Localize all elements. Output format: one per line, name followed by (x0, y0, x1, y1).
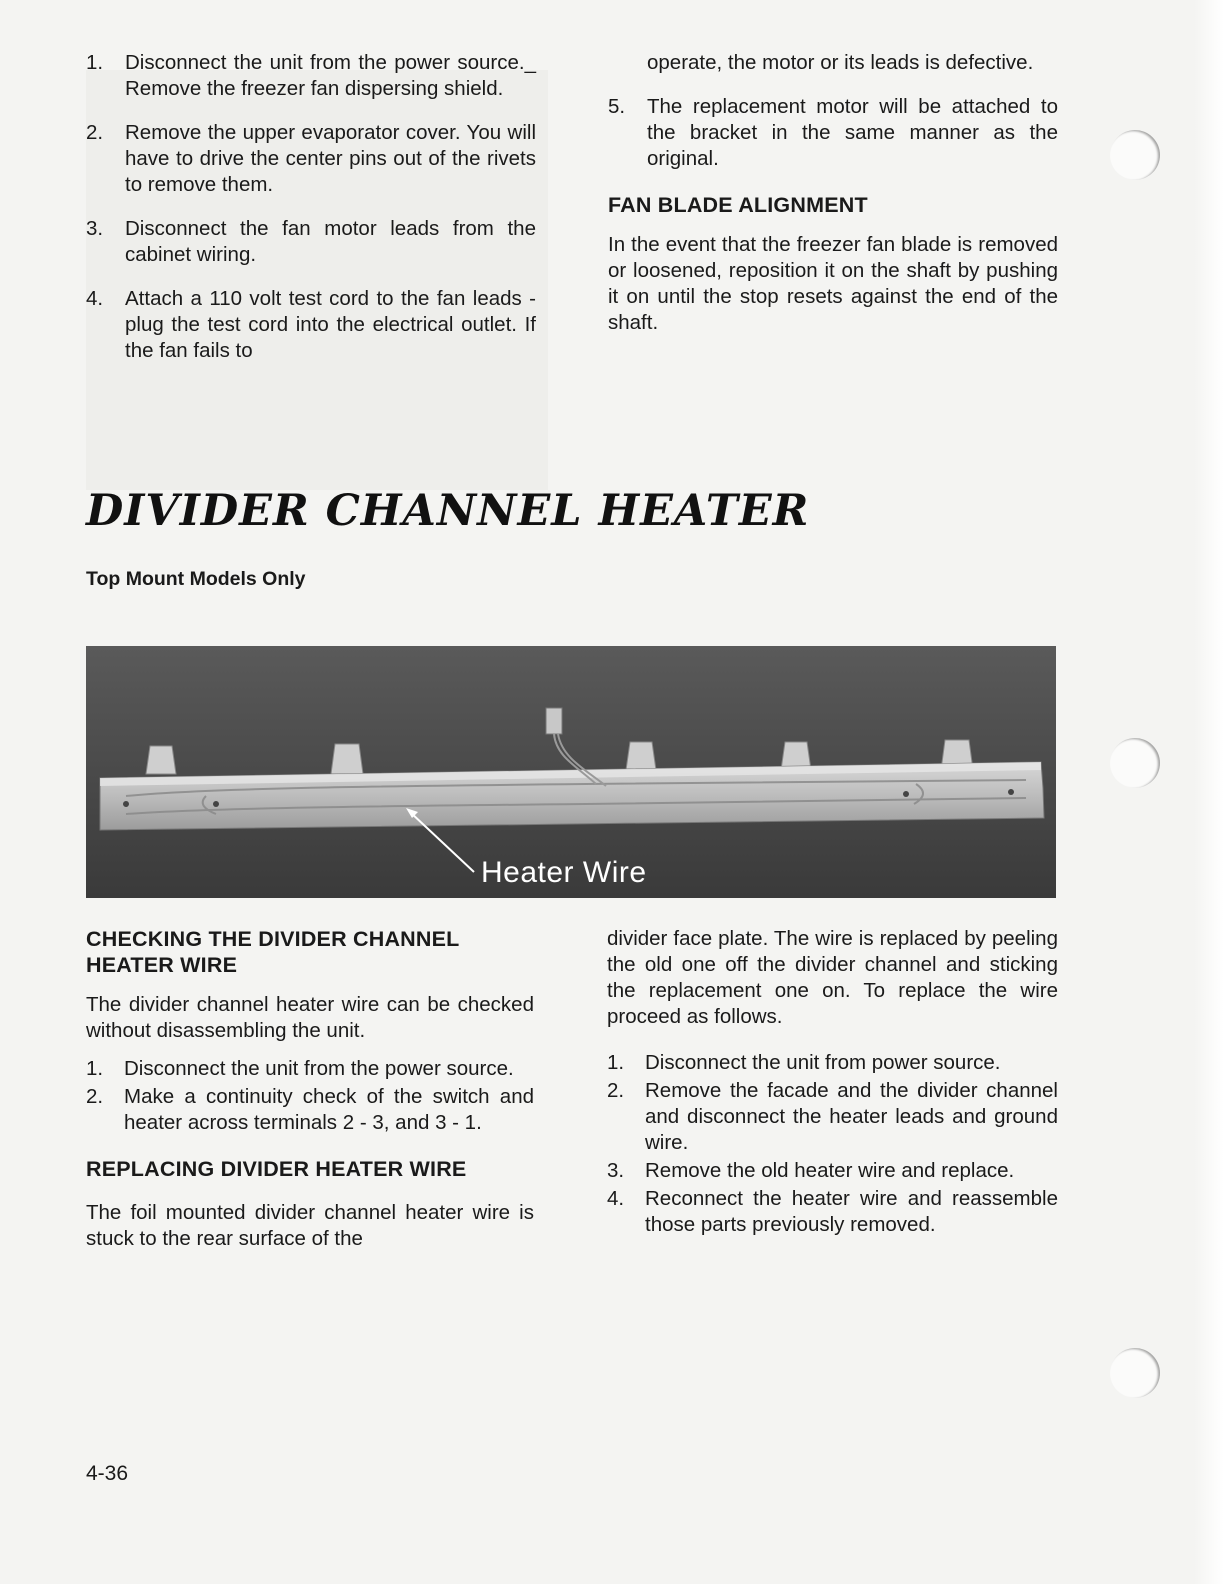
step-number: 3. (86, 217, 104, 240)
binder-hole-top (1110, 130, 1160, 180)
replacing-text: The foil mounted divider channel heater wire is stuck to the rear surface of the (86, 1201, 534, 1250)
step-text: Disconnect the unit from power source. (645, 1051, 1001, 1074)
step-text: Disconnect the unit from the power source. (124, 1057, 514, 1080)
top-left-column (86, 50, 536, 382)
page-number: 4-36 (86, 1462, 129, 1485)
page-right-edge (1194, 0, 1224, 1584)
bottom-left-column (86, 926, 534, 1264)
list-item (86, 1084, 534, 1136)
step-number: 3. (607, 1159, 625, 1182)
fan-motor-steps-continued (608, 94, 1058, 172)
step-text: Disconnect the fan motor leads from the cabinet wiring. (125, 217, 536, 266)
checking-steps (86, 1056, 534, 1136)
step-number: 1. (86, 51, 104, 74)
list-item (86, 286, 536, 364)
list-item (86, 50, 536, 102)
checking-text: The divider channel heater wire can be checked without disassembling the unit. (86, 993, 534, 1042)
binder-hole-middle (1110, 738, 1160, 788)
step-number: 4. (607, 1187, 625, 1210)
wire-connector (546, 708, 562, 734)
step-text: The replacement motor will be attached to the bracket in the same manner as the original. (647, 95, 1058, 170)
list-item (607, 1050, 1058, 1076)
step-number: 2. (607, 1079, 625, 1102)
list-item (86, 216, 536, 268)
heater-channel-photo (86, 646, 1056, 898)
fan-motor-steps (86, 50, 536, 364)
step-text: Reconnect the heater wire and reassemble those parts previously removed. (645, 1187, 1058, 1236)
photo-label: Heater Wire (481, 856, 647, 889)
bottom-right-column (607, 926, 1058, 1240)
step-number: 5. (608, 95, 626, 118)
list-item (86, 1056, 534, 1082)
fan-blade-alignment-text: In the event that the freezer fan blade is removed or loosened, reposition it on the shaft by pushing it on until the stop resets against the end of the shaft. (608, 233, 1058, 334)
step-text: Remove the upper evaporator cover. You will have to drive the center pins out of the rivets to remove them. (125, 121, 536, 196)
step-number: 4. (86, 287, 104, 310)
replacing-heading: REPLACING DIVIDER HEATER WIRE (86, 1157, 467, 1181)
step-number: 2. (86, 1085, 104, 1108)
step-text: Attach a 110 volt test cord to the fan leads - plug the test cord into the electrical outlet. If the fan fails to (125, 287, 536, 362)
step-number: 1. (86, 1057, 104, 1080)
step-4-continued: operate, the motor or its leads is defective. (647, 51, 1034, 74)
binder-hole-bottom (1110, 1348, 1160, 1398)
list-item (607, 1186, 1058, 1238)
step-number: 2. (86, 121, 104, 144)
list-item (607, 1078, 1058, 1156)
step-text: Remove the facade and the divider channel and disconnect the heater leads and ground wire. (645, 1079, 1058, 1154)
step-text: Remove the old heater wire and replace. (645, 1159, 1015, 1182)
section-title: DIVIDER CHANNEL HEATER (86, 486, 810, 536)
step-text: Disconnect the unit from the power source._ Remove the freezer fan dispersing shield. (125, 51, 536, 100)
step-number: 1. (607, 1051, 625, 1074)
step-text: Make a continuity check of the switch and heater across terminals 2 - 3, and 3 - 1. (124, 1085, 534, 1134)
section-note: Top Mount Models Only (86, 568, 306, 590)
list-item (86, 120, 536, 198)
list-item (607, 1158, 1058, 1184)
list-item (608, 94, 1058, 172)
replacing-steps (607, 1050, 1058, 1238)
fan-blade-alignment-heading: FAN BLADE ALIGNMENT (608, 193, 868, 217)
top-right-column (608, 50, 1058, 348)
replacing-text-continued: divider face plate. The wire is replaced by peeling the old one off the divider channel and sticking the replacement one on. To replace the wire proceed as follows. (607, 927, 1058, 1028)
checking-heading: CHECKING THE DIVIDER CHANNEL HEATER WIRE (86, 927, 460, 977)
